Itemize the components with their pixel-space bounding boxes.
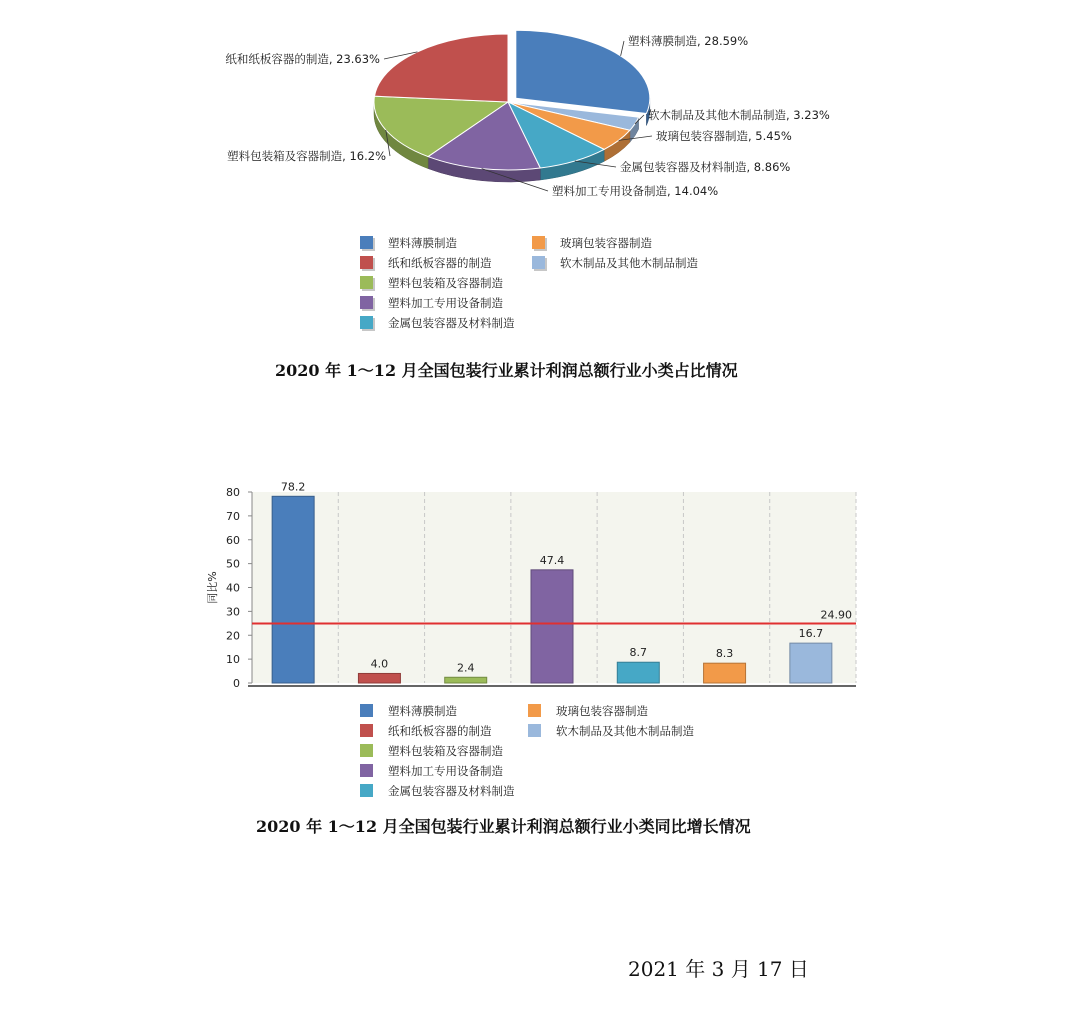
y-tick-label: 20 [226,629,240,643]
pie-slice-label: 塑料薄膜制造, 28.59% [628,34,749,48]
legend-swatch [360,236,373,249]
bar [790,643,832,683]
bar-value-label: 8.3 [715,647,734,661]
bar-legend [360,702,760,802]
bar-value-label: 78.2 [280,480,306,494]
pie-slice-label: 软木制品及其他木制品制造, 3.23% [648,108,830,122]
pie-slice [374,34,508,102]
bar [272,496,314,683]
legend-label: 塑料加工专用设备制造 [388,764,503,778]
pie-leader-line [621,41,624,56]
y-tick-label: 80 [226,486,240,499]
y-tick-label: 40 [226,581,240,595]
y-tick-label: 70 [226,509,240,523]
y-tick-label: 50 [226,557,240,571]
legend-swatch [532,256,545,269]
legend-label: 软木制品及其他木制品制造 [560,256,698,270]
legend-swatch [532,236,545,249]
bar [531,570,573,683]
legend-label: 塑料薄膜制造 [388,236,457,250]
pie-slice-label: 塑料加工专用设备制造, 14.04% [552,184,719,198]
pie-slice-label: 玻璃包装容器制造, 5.45% [656,129,792,143]
legend-swatch [528,704,541,717]
legend-swatch [360,316,373,329]
legend-label: 玻璃包装容器制造 [560,236,652,250]
bar [358,673,400,683]
legend-swatch [360,764,373,777]
y-tick-label: 10 [226,653,240,667]
pie-chart [0,0,1080,230]
legend-label: 金属包装容器及材料制造 [388,316,515,330]
y-tick-label: 30 [226,605,240,619]
legend-label: 玻璃包装容器制造 [556,704,648,718]
bar-chart-title: 2020 年 1～12 月全国包装行业累计利润总额行业小类同比增长情况 [256,817,751,836]
y-tick-label: 0 [233,677,240,690]
legend-swatch [360,276,373,289]
bar [704,663,746,683]
legend-label: 软木制品及其他木制品制造 [556,724,694,738]
legend-label: 塑料包装箱及容器制造 [388,744,503,758]
legend-label: 塑料加工专用设备制造 [388,296,503,310]
bar-value-label: 2.4 [456,661,475,675]
legend-label: 纸和纸板容器的制造 [388,724,492,738]
legend-label: 纸和纸板容器的制造 [388,256,492,270]
pie-slice-label: 塑料包装箱及容器制造, 16.2% [227,149,386,163]
reference-line-label: 24.90 [820,608,852,622]
bar-value-label: 4.0 [370,657,389,671]
legend-swatch [528,724,541,737]
legend-swatch [360,784,373,797]
legend-label: 塑料包装箱及容器制造 [388,276,503,290]
legend-swatch [360,724,373,737]
bar [445,677,487,683]
legend-label: 塑料薄膜制造 [388,704,457,718]
pie-slice-label: 纸和纸板容器的制造, 23.63% [225,52,380,66]
bar-value-label: 16.7 [798,627,824,641]
legend-swatch [360,296,373,309]
legend-swatch [360,744,373,757]
pie-chart-title: 2020 年 1～12 月全国包装行业累计利润总额行业小类占比情况 [275,361,738,380]
document-date: 2021 年 3 月 17 日 [628,957,809,981]
legend-label: 金属包装容器及材料制造 [388,784,515,798]
y-axis-label: 同比% [206,571,219,604]
bar-value-label: 47.4 [539,553,565,567]
bar [617,662,659,683]
legend-swatch [360,256,373,269]
pie-slice-label: 金属包装容器及材料制造, 8.86% [620,160,791,174]
y-tick-label: 60 [226,533,240,547]
bar-value-label: 8.7 [629,646,648,660]
legend-swatch [360,704,373,717]
pie-legend [360,234,760,334]
bar-chart [190,475,870,695]
